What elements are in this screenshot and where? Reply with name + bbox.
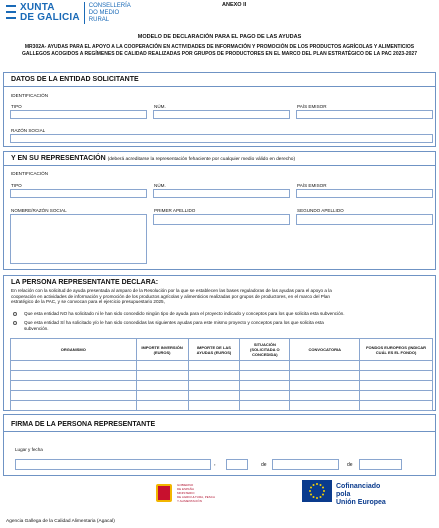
pais-label: PAÍS EMISOR: [297, 183, 327, 188]
apellido2-field[interactable]: [296, 214, 433, 225]
eu-text-line: Unión Europea: [336, 499, 386, 506]
table-cell[interactable]: [290, 391, 360, 401]
table-cell[interactable]: [290, 401, 360, 411]
table-cell[interactable]: [188, 381, 240, 391]
table-cell[interactable]: [188, 371, 240, 381]
table-row: [11, 391, 433, 401]
eu-text-line: Cofinanciado pola: [336, 483, 381, 498]
section-title: LA PERSONA REPRESENTANTE DECLARA:: [11, 279, 159, 286]
razon-label: RAZÓN SOCIAL: [11, 128, 46, 133]
option-no-label: Que esta entidad NO ha solicitado ni le han sido concedido ningún tipo de ayuda para el proyecto indicado y conceptos para los que solicita esta subvención.: [24, 311, 345, 316]
logo-department-line: RURAL: [88, 16, 110, 23]
section-divider: [4, 431, 435, 432]
table-cell[interactable]: [188, 361, 240, 371]
pais-field[interactable]: [296, 110, 433, 119]
tipo-label: TIPO: [11, 104, 22, 109]
razon-social-field[interactable]: [10, 134, 433, 143]
num-field[interactable]: [153, 110, 290, 119]
ministry-text-line: DE AGRICULTURA, PESCA: [177, 495, 215, 499]
tipo-label: TIPO: [11, 183, 22, 188]
table-cell[interactable]: [290, 381, 360, 391]
apellido2-label: SEGUNDO APELLIDO: [297, 208, 344, 213]
option-si-radio[interactable]: [13, 321, 17, 325]
spain-shield-icon: [156, 484, 172, 502]
section-divider: [4, 86, 435, 87]
table-cell[interactable]: [360, 371, 433, 381]
section-solicitante: [3, 72, 436, 147]
ministry-text-line: DE ESPAÑA: [177, 487, 194, 491]
annex-label: ANEXO II: [222, 2, 247, 8]
section-representacion: [3, 151, 436, 270]
paragraph-line: cooperación en actividades de información y promoción de los productos agrícolas y alimenticios realizadas por grupos de productores, en el marco del Plan: [11, 293, 330, 299]
table-cell[interactable]: [188, 401, 240, 411]
subtitle-line: GALLEGOS ACOGIDOS A REGÍMENES DE CALIDAD REALIZADAS POR GRUPOS DE PRODUCTORES EN EL MARCO DEL PLAN ESTRATÉGICO DE LA PAC 2023-2027: [22, 51, 417, 57]
galicia-flag-icon: [6, 4, 16, 22]
option-si-line: subvención.: [24, 325, 49, 331]
table-cell[interactable]: [136, 401, 188, 411]
table-cell[interactable]: [11, 371, 137, 381]
table-cell[interactable]: [136, 381, 188, 391]
table-cell[interactable]: [360, 361, 433, 371]
th-fondos: FONDOS EUROPEOS (INDICAR CUÁL ES EL FONDO): [360, 339, 433, 361]
table-cell[interactable]: [11, 401, 137, 411]
tipo-field[interactable]: [10, 189, 147, 198]
section-title-note: (deberá acreditarse la representación fehaciente por cualquier medio válido en derecho): [107, 157, 296, 162]
ministry-text-line: GOBIERNO: [177, 483, 194, 487]
apellido1-label: PRIMER APELLIDO: [154, 208, 196, 213]
th-convocatoria: CONVOCATORIA: [290, 339, 360, 361]
pais-label: PAÍS EMISOR: [297, 104, 327, 109]
ministry-text-line: Y ALIMENTACIÓN: [177, 499, 202, 503]
option-si-line: Que esta entidad SÍ ha solicitado y/o le han sido concedidas las siguientes ayudas para este mismo proyecto y conceptos para los que solicita esta: [24, 320, 324, 325]
logo-name-line: DE GALICIA: [20, 12, 80, 23]
table-row: [11, 401, 433, 411]
section-declara: [3, 275, 436, 411]
option-si-label: [24, 320, 434, 331]
identificacion-label: IDENTIFICACIÓN: [11, 93, 49, 98]
table-cell[interactable]: [240, 361, 290, 371]
eu-flag-icon: [302, 480, 332, 502]
logo-divider: [84, 2, 85, 24]
ayudas-table: [10, 338, 433, 411]
num-label: NÚM.: [154, 183, 166, 188]
eu-cofinancing-text: [336, 483, 390, 507]
de-label-2: de: [347, 462, 353, 468]
table-cell[interactable]: [360, 391, 433, 401]
month-field[interactable]: [272, 459, 339, 470]
table-cell[interactable]: [240, 401, 290, 411]
document-subtitle: [6, 44, 433, 58]
table-cell[interactable]: [11, 381, 137, 391]
num-field[interactable]: [153, 189, 290, 198]
table-cell[interactable]: [136, 371, 188, 381]
table-cell[interactable]: [360, 401, 433, 411]
table-cell[interactable]: [360, 381, 433, 391]
paragraph-line: estratégico de la PAC, y se convocan para el ejercicio presupuestario 2025,: [11, 299, 165, 305]
pais-field[interactable]: [296, 189, 433, 198]
section-title-text: Y EN SU REPRESENTACIÓN: [11, 155, 106, 162]
comma-separator: ,: [214, 461, 216, 467]
table-cell[interactable]: [188, 391, 240, 401]
funding-logos: [150, 478, 390, 506]
table-cell[interactable]: [240, 391, 290, 401]
section-title: [11, 155, 295, 162]
section-firma: [3, 414, 436, 476]
section-title: DATOS DE LA ENTIDAD SOLICITANTE: [11, 76, 139, 83]
subtitle-line: MR302A- AYUDAS PARA EL APOYO A LA COOPERACIÓN EN ACTIVIDADES DE INFORMACIÓN Y PROMOCIÓN DE LOS PRODUCTOS AGRÍCOLAS Y ALIMENTICIOS: [24, 44, 415, 50]
section-title: FIRMA DE LA PERSONA REPRESENTANTE: [11, 421, 156, 428]
day-field[interactable]: [226, 459, 248, 470]
option-no-radio[interactable]: [13, 312, 17, 316]
table-row: [11, 361, 433, 371]
xunta-logo: [6, 2, 131, 24]
th-importe-ayudas: IMPORTE DE LAS AYUDAS (EUROS): [188, 339, 240, 361]
table-cell[interactable]: [290, 371, 360, 381]
section-divider: [4, 165, 435, 166]
th-organismo: ORGANISMO: [11, 339, 137, 361]
table-cell[interactable]: [136, 361, 188, 371]
table-row: [11, 371, 433, 381]
table-cell[interactable]: [11, 391, 137, 401]
lugar-field[interactable]: [15, 459, 211, 470]
th-importe-inversion: IMPORTE INVERSIÓN (EUROS): [136, 339, 188, 361]
year-field[interactable]: [359, 459, 402, 470]
logo-department: [89, 3, 131, 24]
table-cell[interactable]: [136, 391, 188, 401]
logo-name-line: XUNTA: [20, 2, 55, 13]
logo-name: [20, 3, 80, 23]
document-title: MODELO DE DECLARACIÓN PARA EL PAGO DE LAS AYUDAS: [137, 34, 302, 40]
table-row: [11, 381, 433, 391]
declara-paragraph: [11, 288, 433, 305]
table-cell[interactable]: [240, 371, 290, 381]
table-cell[interactable]: [240, 381, 290, 391]
lugar-fecha-label: Lugar y fecha: [15, 447, 43, 452]
apellido1-field[interactable]: [153, 214, 290, 225]
tipo-field[interactable]: [10, 110, 147, 119]
logo-department-line: CONSELLERÍA: [88, 2, 131, 9]
ministry-logo: [156, 482, 226, 504]
table-cell[interactable]: [11, 361, 137, 371]
de-label-1: de: [261, 462, 267, 468]
nombre-label: NOMBRE/RAZÓN SOCIAL: [11, 208, 67, 213]
identificacion-label: IDENTIFICACIÓN: [11, 171, 49, 176]
ministry-text: [177, 483, 215, 503]
nombre-field[interactable]: [10, 214, 147, 264]
table-header-row: [11, 339, 433, 361]
footer-agency: Agencia Gallega de la Calidad Alimentaria (Agacal): [6, 519, 115, 524]
ministry-text-line: MINISTERIO: [177, 491, 195, 495]
table-cell[interactable]: [290, 361, 360, 371]
logo-department-line: DO MEDIO: [88, 9, 120, 16]
paragraph-line: En relación con la solicitud de ayuda presentada al amparo de la Resolución por la que se establecen las bases reguladoras de las ayudas para el apoyo a la: [11, 288, 332, 293]
th-situacion: SITUACIÓN (SOLICITADA O CONCEDIDA): [240, 339, 290, 361]
num-label: NÚM.: [154, 104, 166, 109]
